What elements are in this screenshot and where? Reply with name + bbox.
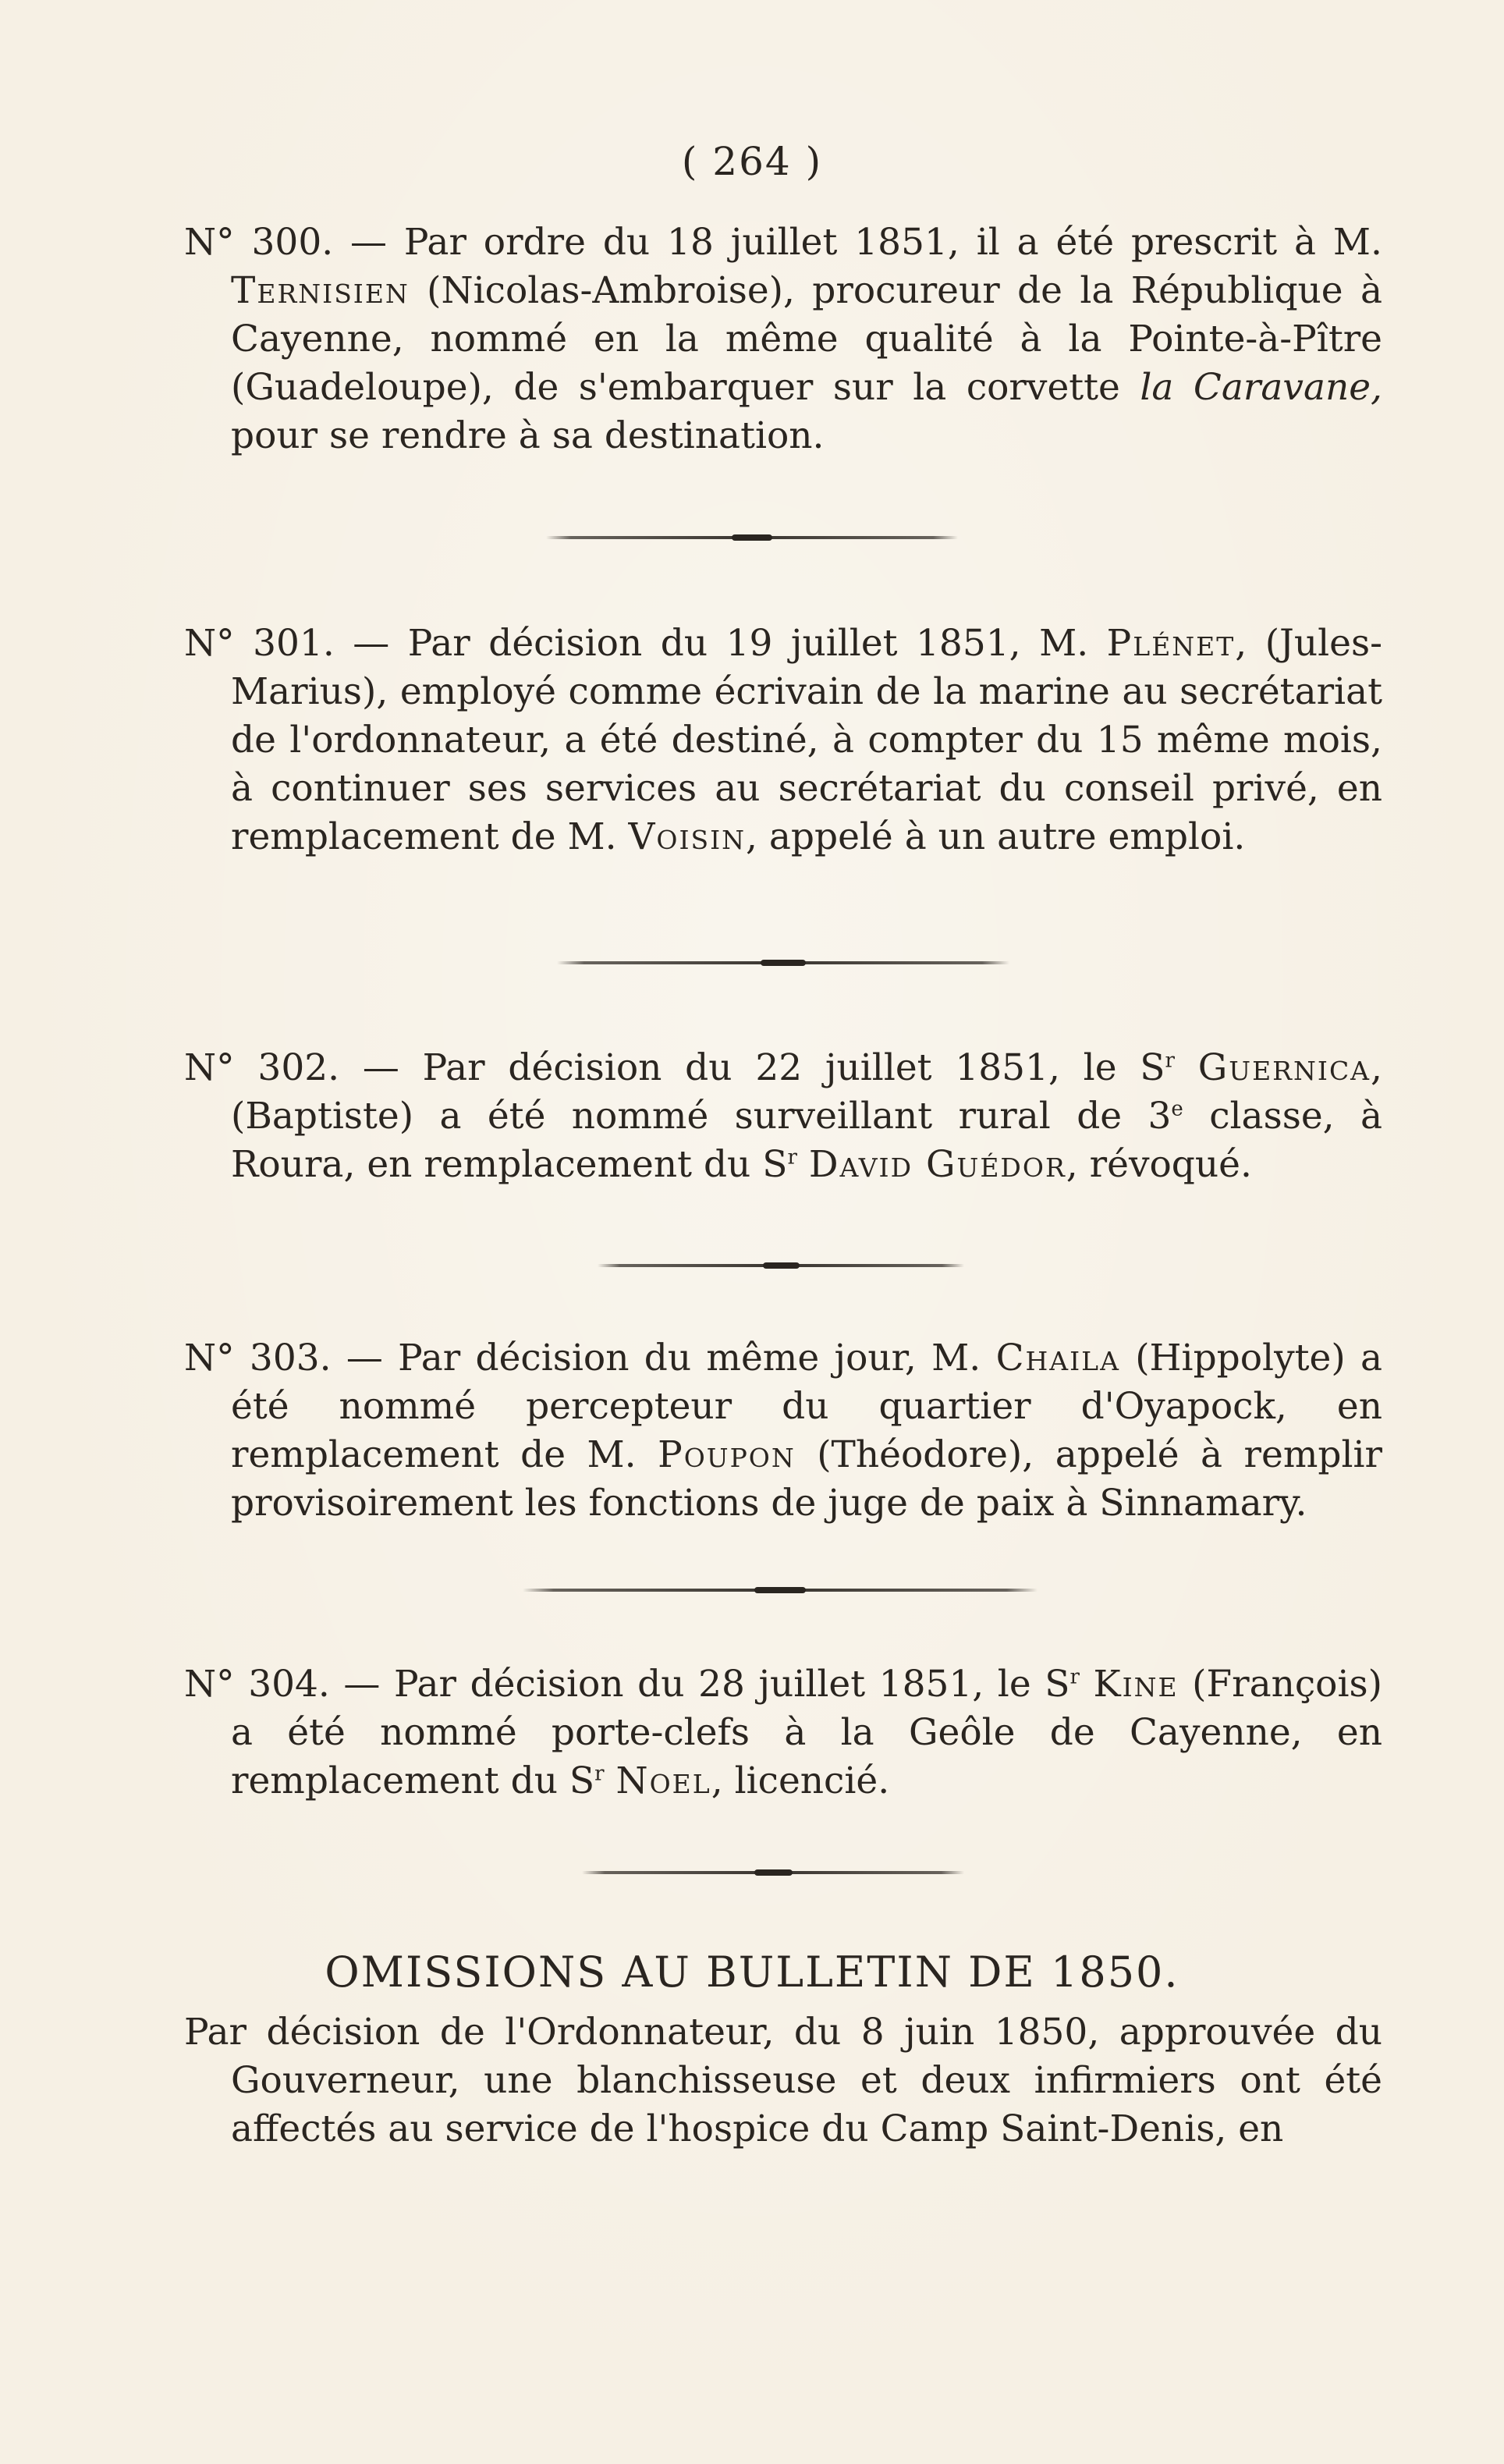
entry-304-text-c: , licencié. (711, 1759, 890, 1802)
entry-300-text-a: — Par ordre du 18 juillet 1851, il a été prescrit à M. (333, 221, 1382, 264)
entry-303-text-a: — Par décision du même jour, M. (331, 1337, 996, 1379)
entry-304-name-2: Noel (615, 1759, 711, 1802)
entry-303-text-c: (Théodore), appelé à remplir provisoirement les fonctions de juge de paix à Sinnamary. (231, 1433, 1383, 1525)
entry-304 (184, 1660, 1382, 1805)
entry-302 (184, 1044, 1382, 1189)
entry-301-name: Plénet (1106, 622, 1236, 665)
entry-302-number: N° 302. (184, 1046, 340, 1089)
entry-303-paragraph (184, 1334, 1382, 1528)
entry-303 (184, 1334, 1382, 1528)
entry-304-sup-1: r (1069, 1665, 1080, 1689)
entry-302-text-d: , révoqué. (1066, 1143, 1252, 1186)
entry-300-number: N° 300. (184, 221, 334, 264)
entry-304-number: N° 304. (184, 1663, 330, 1706)
omission-text: Par décision de l'Ordonnateur, du 8 juin 1850, approuvée du Gouverneur, une blanchisseuse et deux infirmiers ont été affectés au service de l'hospice du Camp Saint-Denis, en (184, 2011, 1382, 2150)
entry-302-text-b: , (Baptiste) a été nommé surveillant rural de 3 (231, 1046, 1382, 1138)
entry-304-name: Kine (1093, 1663, 1179, 1706)
separator-rule-4 (523, 1589, 1038, 1592)
separator-rule-5 (582, 1871, 964, 1874)
page-number: ( 264 ) (681, 139, 823, 184)
entry-301-number: N° 301. (184, 622, 335, 665)
entry-301 (184, 620, 1382, 861)
entry-302-paragraph (184, 1044, 1382, 1189)
entry-302-sup-1: r (1165, 1049, 1175, 1073)
entry-300 (184, 218, 1382, 460)
entry-300-text-b: (Nicolas-Ambroise), procureur de la République à Cayenne, nommé en la même qualité à la Pointe-à-Pître (Guadeloupe), de s'embarquer sur la corvette (231, 269, 1382, 409)
separator-rule-1 (546, 536, 958, 539)
section-title: OMISSIONS AU BULLETIN DE 1850. (325, 1947, 1179, 1997)
entry-300-paragraph (184, 218, 1382, 460)
separator-rule-3 (598, 1264, 964, 1267)
entry-304-text-a: — Par décision du 28 juillet 1851, le S (329, 1663, 1070, 1706)
entry-301-text-c: , appelé à un autre emploi. (746, 815, 1246, 858)
entry-301-name-2: Voisin (628, 815, 747, 858)
entry-301-text-a: — Par décision du 19 juillet 1851, M. (334, 622, 1107, 665)
entry-301-paragraph (184, 620, 1382, 861)
entry-303-number: N° 303. (184, 1337, 332, 1379)
entry-300-name: Ternisien (231, 269, 410, 312)
omission-paragraph (184, 2008, 1382, 2153)
entry-303-name: Chaila (995, 1337, 1120, 1379)
entry-304-sup-2: r (594, 1762, 605, 1786)
entry-302-text-c: classe, à Roura, en remplacement du S (231, 1095, 1382, 1186)
entry-304-paragraph (184, 1660, 1382, 1805)
separator-rule-2 (557, 961, 1009, 964)
entry-300-ship: la Caravane, (1140, 366, 1383, 409)
entry-303-text-b: (Hippolyte) a été nommé percepteur du quartier d'Oyapock, en remplacement de M. (231, 1337, 1382, 1476)
entry-300-text-c: pour se rendre à sa destination. (231, 414, 825, 457)
entry-302-name: Guernica (1197, 1046, 1371, 1089)
entry-304-text-b: (François) a été nommé porte-clefs à la Geôle de Cayenne, en remplacement du S (231, 1663, 1382, 1802)
entry-302-sup-3: r (787, 1145, 797, 1170)
entry-302-name-2: David Guédor (808, 1143, 1066, 1186)
entry-303-name-2: Poupon (658, 1433, 796, 1476)
entry-302-text-a: — Par décision du 22 juillet 1851, le S (339, 1046, 1165, 1089)
entry-302-sup-2: e (1171, 1097, 1183, 1121)
entry-301-text-b: , (Jules-Marius), employé comme écrivain de la marine au secrétariat de l'ordonnateur, a été destiné, à compter du 15 même mois, à continuer ses services au secrétariat du conseil privé, en remplacement de M. (231, 622, 1382, 858)
